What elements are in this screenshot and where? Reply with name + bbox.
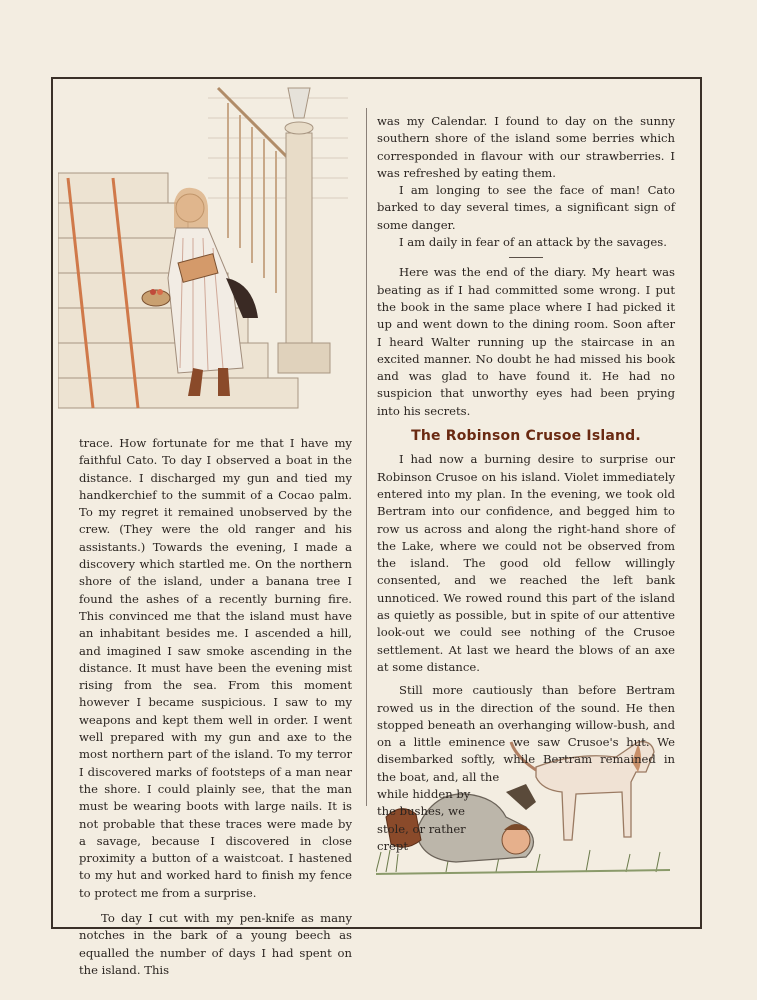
wrapped-text <box>377 786 502 855</box>
column-divider <box>366 108 367 806</box>
left-column <box>79 435 352 979</box>
right-paragraph-3: I am daily in fear of an attack by the savages. <box>399 235 667 250</box>
right-column <box>377 113 675 855</box>
left-paragraph-2: To day I cut with my pen-knife as many notches in the bark of a young beech as equalled the number of days I had spent on the island. This <box>79 911 352 977</box>
right-paragraph-2: I am longing to see the face of man! Cato barked to day several times, a significant sign of some danger. <box>377 183 675 232</box>
wrap-line-4: crept <box>377 838 408 853</box>
section-rule <box>509 257 543 258</box>
right-paragraph-1: was my Calendar. I found to day on the sunny southern shore of the island some berries which corresponded in flavour with our strawberries. I was refreshed by eating them. <box>377 114 675 180</box>
right-paragraph-5: I had now a burning desire to surprise our Robinson Crusoe on his island. Violet immediately entered into my plan. In the evening, we took old Bertram into our confidence, and begged him to row us across and along the right-hand shore of the Lake, where we could not be observed from the island. The good old fellow willingly consented, and we reached the left bank unnoticed. We rowed round this part of the island as quietly as possible, but in spite of our attentive look-out we could see nothing of the Crusoe settlement. At last we heard the blows of an axe at some distance. <box>377 452 675 674</box>
right-paragraph-4: Here was the end of the diary. My heart was beating as if I had committed some wrong. I put the book in the same place where I had picked it up and went down to the dining room. Soon after I heard Walter running up the staircase in an excited manner. No doubt he had missed his book and was glad to have found it. He had no suspicion that unworthy eyes had been prying into his secrets. <box>377 265 675 418</box>
wrap-line-2: the bushes, we <box>377 804 465 819</box>
left-paragraph-1: trace. How fortunate for me that I have my faithful Cato. To day I observed a boat in the distance. I discharged my gun and tied my handkerchief to the summit of a Cocao palm. To my regret it remained unobserved by the crew. (They were the old ranger and his assistants.) Towards the evening, I made a discovery which startled me. On the northern shore of the island, under a banana tree I found the ashes of a recently burning fire. This convinced me that the island must have an inhabitant besides me. I ascended a hill, and imagined I saw smoke ascending in the distance. It must have been the evening mist rising from the sea. From this moment however I became suspicious. I saw to my weapons and kept them well in order. I went well prepared with my gun and axe to the most northern part of the island. To my terror I discovered marks of footsteps of a man near the shore. I could plainly see, that the man must be wearing boots with large nails. It is not probable that these traces were made by a savage, because I discovered in close proximity a button of a waistcoat. I hastened to my hut and worked hard to finish my fence to protect me from a surprise. <box>79 436 352 900</box>
illustration-girl-on-stairs <box>58 78 352 418</box>
wrap-line-3: stole, or rather <box>377 821 466 836</box>
right-paragraph-6: Still more cautiously than before Bertram rowed us in the direction of the sound. He then stopped beneath an overhanging willow-bush, and on a little eminence we saw Crusoe's hut. We disembarked softly, while Bertram remained in the boat, and, all the <box>377 683 675 784</box>
wrap-line-1: while hidden by <box>377 786 471 801</box>
section-heading: The Robinson Crusoe Island. <box>411 428 641 445</box>
